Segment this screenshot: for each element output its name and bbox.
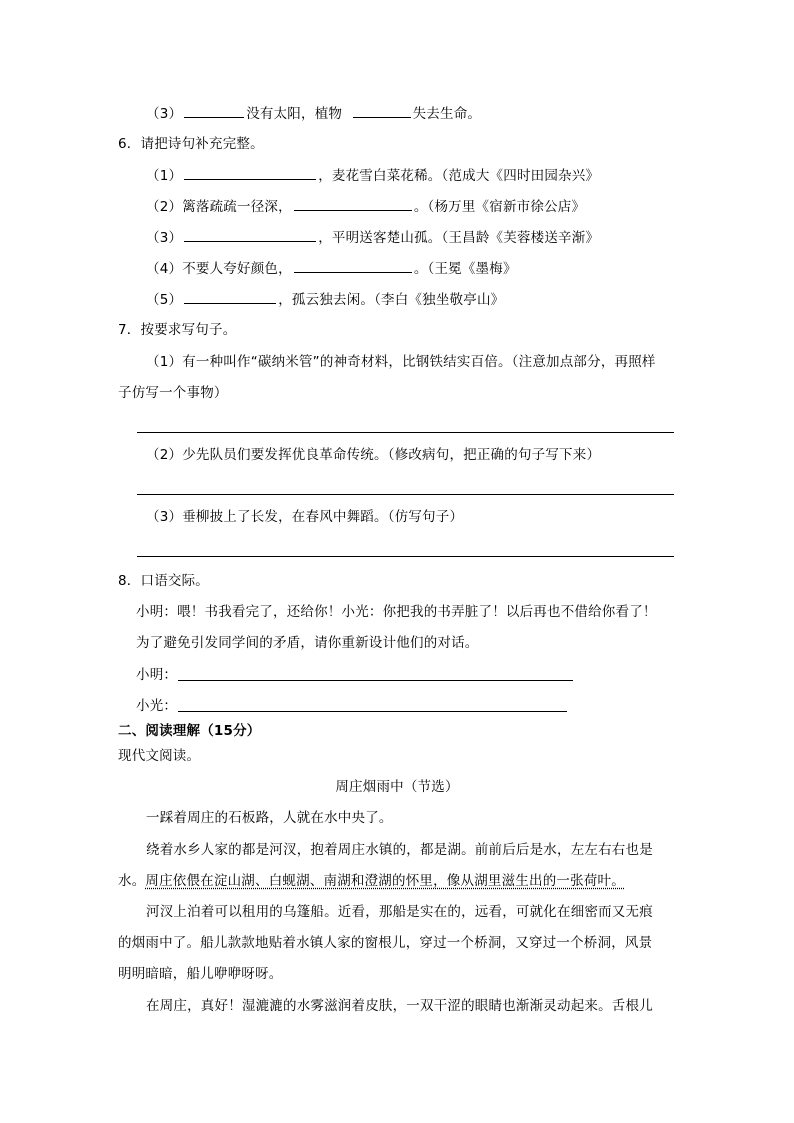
answer-line-xiaoguang[interactable]	[178, 711, 567, 712]
q5-text-middle: 没有太阳，植物	[246, 106, 343, 122]
poem-source-text: 。（王冕《墨梅》	[413, 261, 517, 277]
answer-line-q7-2[interactable]	[137, 494, 674, 495]
q6-item-3	[146, 228, 599, 247]
item-number: （4）	[146, 261, 183, 277]
poem-line-text: ，孤云独去闲。（李白《独坐敬亭山》	[278, 292, 505, 308]
answer-blank[interactable]	[294, 259, 412, 273]
answer-blank[interactable]	[184, 166, 316, 180]
item-number: （5）	[146, 292, 183, 308]
passage-paragraph-2-line-2	[118, 872, 625, 890]
passage-paragraph-3-line-3: 明明暗暗，船儿咿咿呀呀。	[118, 966, 283, 982]
q8-title: 8．口语交际。	[118, 573, 209, 589]
q6-item-2	[146, 197, 585, 216]
q8-speaker-xiaoming	[136, 666, 177, 684]
answer-blank[interactable]	[184, 228, 316, 242]
passage-paragraph-4-line-1: 在周庄，真好！湿漉漉的水雾滋润着皮肤，一双干涩的眼睛也渐渐灵动起来。舌根儿	[146, 998, 653, 1014]
answer-blank[interactable]	[294, 197, 412, 211]
item-number: （2）	[146, 199, 183, 215]
speaker-label: 小光：	[136, 698, 178, 714]
q6-item-4	[146, 259, 517, 278]
underlined-sentence: 周庄依偎在淀山湖、白蚬湖、南湖和澄湖的怀里，像从湖里滋生出的一张荷叶。	[145, 873, 625, 889]
section-heading: 二、阅读理解（15分）	[118, 723, 261, 739]
answer-line-q7-3[interactable]	[137, 556, 674, 557]
q5-item-3	[146, 104, 481, 123]
passage-title: 周庄烟雨中（节选）	[335, 779, 459, 795]
q6-title: 6．请把诗句补充完整。	[118, 136, 264, 152]
q8-instruction: 为了避免引发同学间的矛盾，请你重新设计他们的对话。	[136, 635, 479, 651]
passage-paragraph-3-line-2: 的烟雨中了。船儿款款地贴着水镇人家的窗根儿，穿过一个桥洞，又穿过一个桥洞，风景	[118, 935, 653, 951]
q6-item-5	[146, 290, 504, 309]
q8-dialogue: 小明：喂！书我看完了，还给你！小光：你把我的书弄脏了！以后再也不借给你看了！	[136, 604, 657, 620]
answer-line-q7-1[interactable]	[137, 432, 674, 433]
poem-line-text: 不要人夸好颜色，	[182, 261, 292, 277]
passage-paragraph-1: 一踩着周庄的石板路，人就在水中央了。	[146, 810, 393, 826]
poem-source-text: 。（杨万里《宿新市徐公店》	[413, 199, 586, 215]
q7-item-2: （2）少先队员们要发挥优良革命传统。（修改病句，把正确的句子写下来）	[146, 447, 601, 463]
answer-blank[interactable]	[184, 104, 244, 118]
q8-speaker-xiaoguang	[136, 697, 177, 715]
q7-item-1-line-1: （1）有一种叫作“碳纳米管”的神奇材料，比钢铁结实百倍。（注意加点部分，再照样	[146, 354, 656, 370]
answer-blank[interactable]	[353, 104, 411, 118]
answer-blank[interactable]	[184, 290, 276, 304]
speaker-label: 小明：	[136, 667, 178, 683]
item-number: （3）	[146, 106, 183, 122]
poem-line-text: 篱落疏疏一径深，	[182, 199, 292, 215]
q7-item-1-line-2: 子仿写一个事物）	[118, 385, 228, 401]
item-number: （3）	[146, 230, 183, 246]
poem-line-text: ，麦花雪白菜花稀。（范成大《四时田园杂兴》	[318, 168, 600, 184]
passage-paragraph-2-line-1: 绕着水乡人家的都是河汊，抱着周庄水镇的，都是湖。前前后后是水，左左右右也是	[146, 842, 653, 858]
passage-text: 水。	[118, 873, 146, 889]
answer-line-xiaoming[interactable]	[178, 680, 573, 681]
passage-paragraph-3-line-1: 河汊上泊着可以租用的乌篷船。近看，那船是实在的，远看，可就化在细密而又无痕	[146, 904, 653, 920]
poem-line-text: ，平明送客楚山孤。（王昌龄《芙蓉楼送辛渐》	[318, 230, 600, 246]
section-subheading: 现代文阅读。	[118, 748, 201, 764]
q5-text-end: 失去生命。	[412, 106, 482, 122]
q6-item-1	[146, 166, 599, 185]
item-number: （1）	[146, 168, 183, 184]
q7-title: 7．按要求写句子。	[118, 322, 237, 338]
q7-item-3: （3）垂柳披上了长发，在春风中舞蹈。（仿写句子）	[146, 509, 464, 525]
